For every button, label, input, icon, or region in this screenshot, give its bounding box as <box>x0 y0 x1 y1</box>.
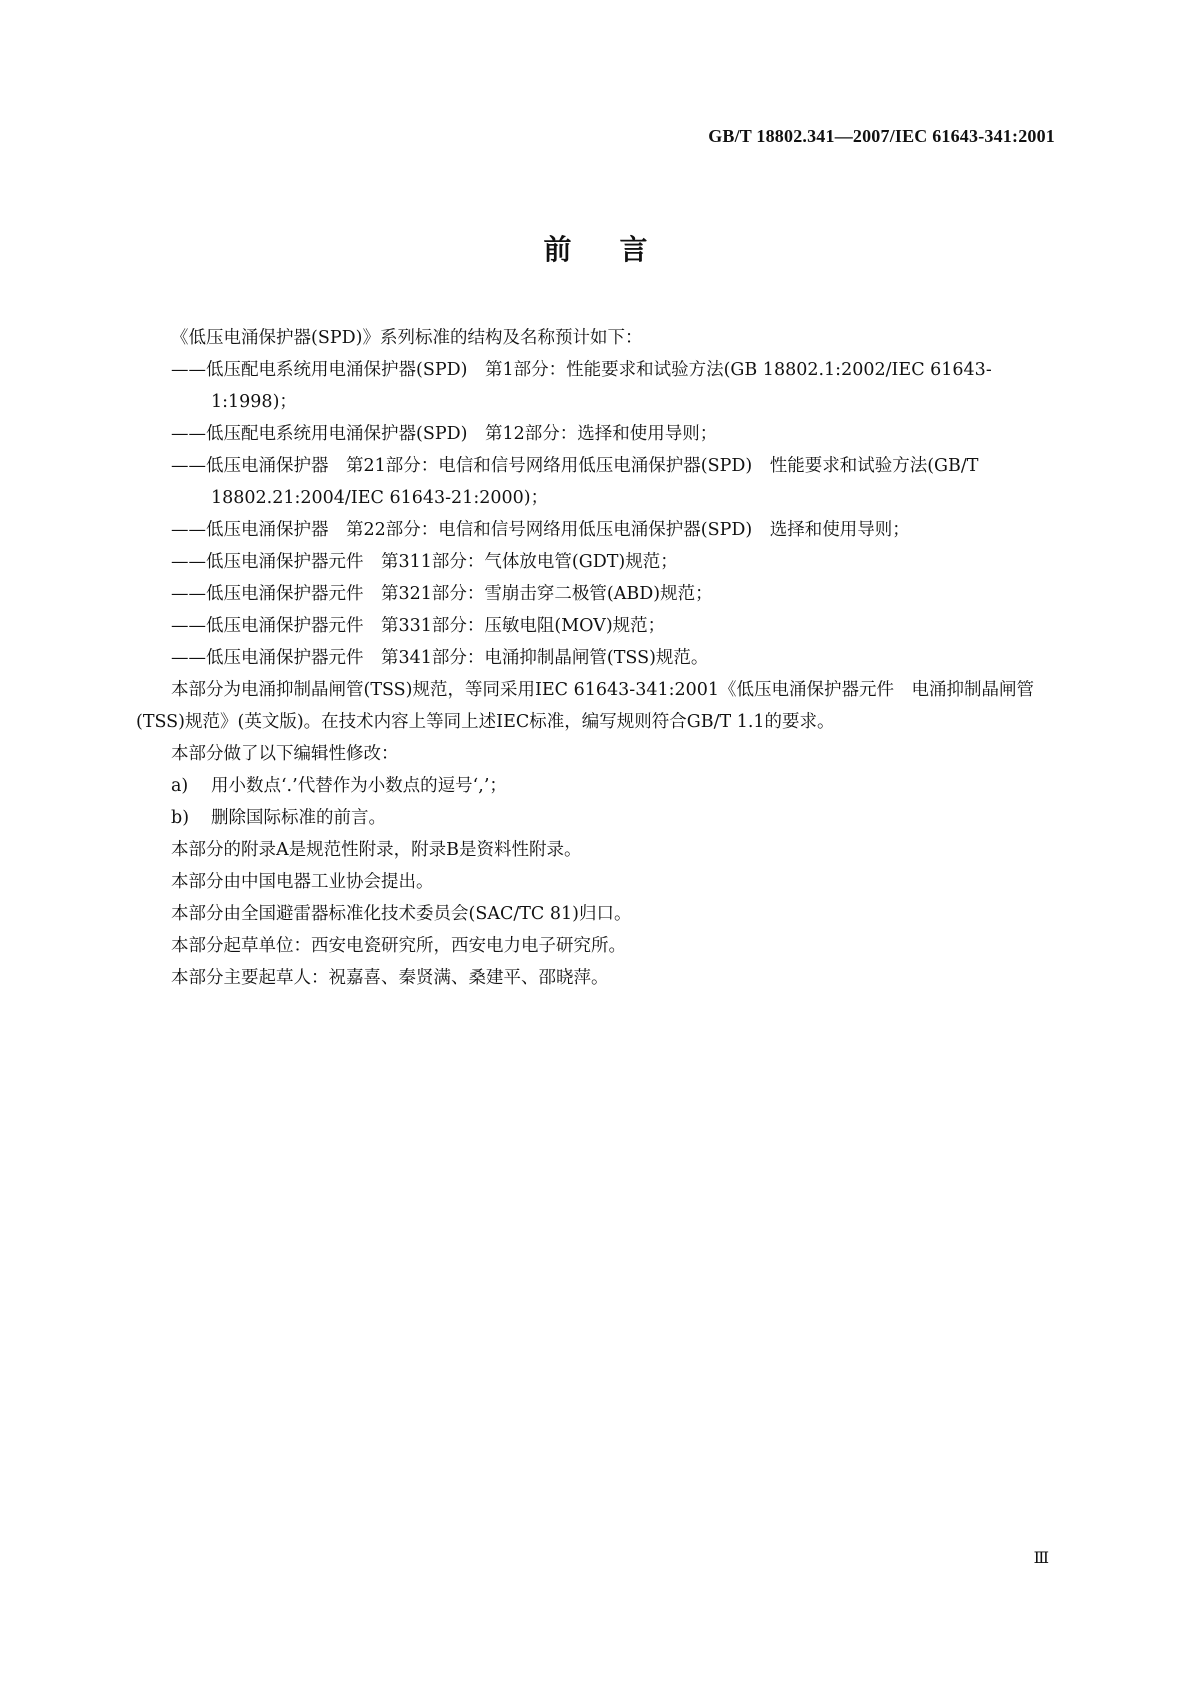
edits-intro: 本部分做了以下编辑性修改： <box>171 744 399 764</box>
proposer-statement: 本部分由中国电器工业协会提出。 <box>171 872 434 892</box>
series-item: ——低压电涌保护器元件 第321部分：雪崩击穿二极管(ABD)规范； <box>171 584 713 604</box>
drafting-units-statement: 本部分起草单位：西安电瓷研究所，西安电力电子研究所。 <box>171 936 626 956</box>
committee-statement: 本部分由全国避雷器标准化技术委员会(SAC/TC 81)归口。 <box>171 904 632 924</box>
edit-marker: b) <box>171 808 190 828</box>
page-number: Ⅲ <box>1033 1550 1049 1567</box>
edit-text: 删除国际标准的前言。 <box>211 808 386 828</box>
page-title: 前言 <box>543 233 696 266</box>
series-item: ——低压电涌保护器 第22部分：电信和信号网络用低压电涌保护器(SPD) 选择和使用导则； <box>171 520 910 540</box>
series-item: ——低压电涌保护器元件 第311部分：气体放电管(GDT)规范； <box>171 552 678 572</box>
edit-item <box>136 802 1057 834</box>
annex-statement: 本部分的附录A是规范性附录，附录B是资料性附录。 <box>171 840 582 860</box>
edit-item <box>136 770 1057 802</box>
series-intro: 《低压电涌保护器(SPD)》系列标准的结构及名称预计如下： <box>171 328 643 348</box>
series-item: ——低压电涌保护器元件 第341部分：电涌抑制晶闸管(TSS)规范。 <box>171 648 709 668</box>
edit-marker: a) <box>171 776 189 796</box>
series-item: ——低压配电系统用电涌保护器(SPD) 第1部分：性能要求和试验方法(GB 18802.1:2002/IEC 61643-1:1998)； <box>171 360 992 412</box>
series-item: ——低压配电系统用电涌保护器(SPD) 第12部分：选择和使用导则； <box>171 424 718 444</box>
series-item: ——低压电涌保护器元件 第331部分：压敏电阻(MOV)规范； <box>171 616 666 636</box>
drafters-statement: 本部分主要起草人：祝嘉喜、秦贤满、桑建平、邵晓萍。 <box>171 968 609 988</box>
series-item: ——低压电涌保护器 第21部分：电信和信号网络用低压电涌保护器(SPD) 性能要求和试验方法(GB/T 18802.21:2004/IEC 61643-21:2000)； <box>171 456 979 508</box>
edit-text: 用小数点‘.’代替作为小数点的逗号‘,’； <box>211 776 507 796</box>
foreword-body <box>136 322 1057 994</box>
equivalence-paragraph: 本部分为电涌抑制晶闸管(TSS)规范，等同采用IEC 61643-341:2001《低压电涌保护器元件 电涌抑制晶闸管(TSS)规范》(英文版)。在技术内容上等同上述IEC标准，编写规则符合GB/T 1.1的要求。 <box>136 680 1035 732</box>
standard-code-header: GB/T 18802.341—2007/IEC 61643-341:2001 <box>708 126 1055 146</box>
